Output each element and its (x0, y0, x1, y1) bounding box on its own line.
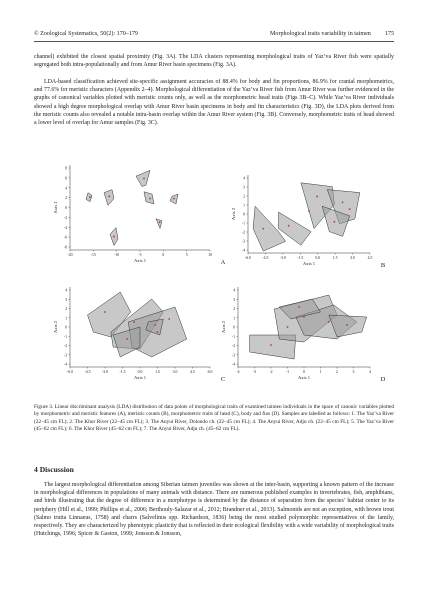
x-tick-label: -10 (114, 253, 120, 257)
data-point (154, 324, 156, 326)
x-tick-label: 0.0 (137, 370, 143, 374)
x-tick-label: -2 (269, 370, 273, 374)
data-point (270, 344, 272, 346)
y-tick-label: 6 (65, 176, 67, 181)
y-tick-label: 2 (65, 307, 67, 311)
data-point (303, 316, 305, 318)
y-tick-label: 2 (243, 194, 245, 199)
x-tick-label: 4.5 (190, 370, 195, 374)
data-point (308, 210, 310, 212)
y-tick-label: 2 (65, 196, 67, 201)
x-tick-label: -4.5 (262, 256, 269, 260)
data-point (133, 321, 135, 323)
x-tick-label: -3.0 (279, 256, 286, 260)
data-point (173, 198, 175, 200)
y-tick-label: -2 (241, 230, 245, 235)
y-tick-label: 0 (243, 212, 245, 217)
y-axis-label: Axis 2 (221, 320, 226, 334)
page-number: 175 (384, 31, 394, 37)
cluster-hull (144, 192, 154, 204)
y-tick-label: 2 (233, 307, 235, 311)
y-axis-label: Axis 2 (231, 207, 236, 221)
data-point (334, 221, 336, 223)
x-tick-label: -15 (90, 253, 96, 257)
cluster-hull (136, 170, 150, 186)
x-tick-label: 6.0 (207, 370, 213, 374)
data-point (349, 208, 351, 210)
data-point (328, 321, 330, 323)
x-tick-label: 0.0 (315, 256, 321, 260)
x-tick-label: -20 (67, 253, 73, 257)
cluster-hull (86, 193, 92, 202)
y-tick-label: 3 (233, 297, 235, 302)
data-point (287, 326, 289, 328)
panel-d (221, 287, 386, 383)
x-axis-label: Axis 1 (297, 375, 311, 380)
panel-label: D (380, 376, 386, 383)
x-tick-label: 1 (319, 370, 322, 374)
data-point (159, 221, 161, 223)
x-axis-label: Axis 1 (302, 261, 316, 266)
data-point (143, 178, 145, 180)
y-axis-label: Axis 2 (53, 320, 58, 334)
y-tick-label: -4 (63, 362, 67, 367)
x-tick-label: 3.0 (172, 370, 178, 374)
y-tick-label: 1 (243, 203, 245, 208)
x-tick-label: -5 (138, 253, 142, 257)
y-tick-label: -1 (241, 221, 245, 226)
x-tick-label: 0 (162, 253, 165, 257)
paragraph-2: LDA-based classification achieved site-specific assignment accuracies of 88.4% for body and fin proportions, 86.9% for cranial morphometrics, and 77.6% for meristic characters (Appendix 2–4). Morphological differentiation of the Yaz’va River fish from Amur River was further evidenced in the graphs of canonical variables plotted with meristic counts only, as well as the morphometric head traits (Figs 3B–C). While Yaz’va River individuals showed a high degree morphological overlap with Amur River basin specimens in body and fin characteristics (Fig. 3D), the LDA plots derived from the meristic counts also revealed a notable intra-basin overlap within the Amur River system (Fig. 3B). Conversely, morphometric traits of head showed a lower level of overlap for Amur samples (Fig. 3C). (34, 79, 394, 127)
y-tick-label: 4 (65, 186, 67, 191)
y-tick-label: -2 (231, 344, 235, 348)
panel-a (53, 165, 226, 266)
y-tick-label: 0 (65, 206, 67, 210)
cluster-hull (104, 190, 114, 206)
panel-label: B (380, 262, 386, 269)
y-tick-label: -1 (231, 334, 235, 339)
x-tick-label: -6.0 (244, 256, 252, 260)
y-tick-label: 4 (233, 288, 235, 293)
discussion-paragraph: The largest morphological differentiation among Siberian taimen juveniles was shown at the inter-basin, supporting a known pattern of the increase in morphological differences in populations of many animals with distance. There are numerous published examples in invertebrates, fish, amphibians, and birds illustrating that the degree of difference in a morphotype is determined by the distance of separation from the species’ habitat center to its periphery (Hill et al., 1999; Phillips et al., 2006; Berthouly-Salazar et al., 2012; Brandner et al., 2013). Salmonids are not an exception, with brown trout (Salmo trutta Linnaeus, 1758) and charrs (Salvelinus spp. Richardson, 1836) being the most studied polymorphic representatives of the family, respectively. They are characterized by phenotypic plasticity that is reflected in their ecological flexibility with a wide variability of morphological traits (Hutchings, 1996; Spicer & Gaston, 1999; Jonsson & Jonsson, (34, 482, 394, 538)
data-point (89, 196, 91, 198)
y-tick-label: 1 (65, 316, 67, 321)
panel-label: C (220, 376, 226, 383)
data-point (149, 198, 151, 200)
x-tick-label: 4.5 (367, 256, 373, 260)
y-tick-label: 3 (243, 185, 245, 190)
data-point (113, 236, 115, 238)
data-point (298, 306, 300, 308)
y-tick-label: 8 (65, 166, 67, 171)
data-point (126, 338, 128, 340)
y-tick-label: -1 (63, 334, 67, 339)
data-point (316, 196, 318, 198)
data-point (108, 195, 110, 197)
y-tick-label: -2 (63, 344, 67, 348)
x-tick-label: -3 (252, 370, 257, 374)
data-point (342, 201, 344, 203)
x-tick-label: 1.5 (155, 370, 160, 374)
y-tick-label: 4 (243, 176, 245, 181)
x-tick-label: 0 (303, 370, 305, 374)
x-tick-label: -4.5 (84, 370, 91, 374)
x-tick-label: -6.0 (66, 370, 74, 374)
y-tick-label: -4 (63, 225, 67, 230)
y-tick-label: -3 (63, 353, 67, 358)
x-axis-label: Axis 1 (133, 258, 147, 263)
y-tick-label: 0 (233, 325, 235, 330)
x-tick-label: -1.5 (119, 370, 126, 374)
data-point (262, 228, 264, 230)
x-axis-label: Axis 1 (133, 375, 147, 380)
x-tick-label: 5 (185, 253, 188, 257)
data-point (288, 225, 290, 227)
running-title: Morphological traits variability in taimen (269, 31, 371, 37)
x-tick-label: 10 (208, 253, 212, 257)
x-tick-label: -1 (285, 370, 290, 374)
x-tick-label: 3.0 (350, 256, 355, 260)
panel-c (53, 287, 225, 383)
x-tick-label: -1.5 (297, 256, 304, 260)
y-axis-label: Axis 2 (53, 201, 58, 214)
cluster-hull (156, 219, 162, 229)
y-tick-label: -8 (63, 245, 67, 250)
data-point (157, 331, 159, 333)
journal-citation: © Zoological Systematics, 50(2): 170–179 (34, 31, 138, 37)
x-tick-label: -4 (236, 370, 240, 374)
x-tick-label: 4 (369, 370, 371, 374)
y-tick-label: -2 (63, 215, 67, 220)
y-tick-label: 4 (65, 288, 67, 293)
panel-label: A (220, 259, 226, 266)
x-tick-label: 2 (336, 370, 338, 374)
y-tick-label: -6 (63, 235, 67, 240)
data-point (104, 311, 106, 313)
figure-caption: Figure 3. Linear discriminant analysis (LDA) distribution of data points of morphological traits of examined taimen individuals in the space of canonic variables plotted by morphometric and meristic features (A), meristic counts (B), morphometric traits of head (C), body and fins (D). Samples are labelled as follows: 1. The Yaz’va River (22–45 cm FL); 2. The Khor River (22–45 cm FL); 3. The Anyui River, Dolondo ch. (22–45 cm FL); 4. The Anyui River, Adju ch. (22–45 cm FL); 5. The Yaz’va River (45–62 cm FL); 6. The Khor River (45–62 cm FL); 7. The Anyui River, Adju ch. (45–62 cm FL). (34, 404, 394, 433)
y-tick-label: 3 (65, 297, 67, 302)
section-heading: 4 Discussion (34, 465, 74, 474)
y-tick-label: 0 (65, 325, 67, 330)
y-tick-label: -3 (241, 239, 245, 244)
data-point (346, 324, 348, 326)
x-tick-label: 3 (352, 370, 355, 374)
y-tick-label: -4 (231, 362, 235, 367)
data-point (168, 318, 170, 320)
y-tick-label: -4 (241, 248, 245, 253)
paragraph-1: channel) exhibited the closest spatial proximity (Fig. 3A). The LDA clusters representing morphological traits of Yaz’va River fish were spatially segregated both intra-populationally and from Amur River basin specimens (Fig. 3A). (34, 54, 394, 69)
y-tick-label: 1 (233, 316, 235, 321)
x-tick-label: -3.0 (101, 370, 109, 374)
panel-b (231, 175, 386, 269)
y-tick-label: -3 (231, 353, 235, 358)
x-tick-label: 1.5 (332, 256, 338, 260)
